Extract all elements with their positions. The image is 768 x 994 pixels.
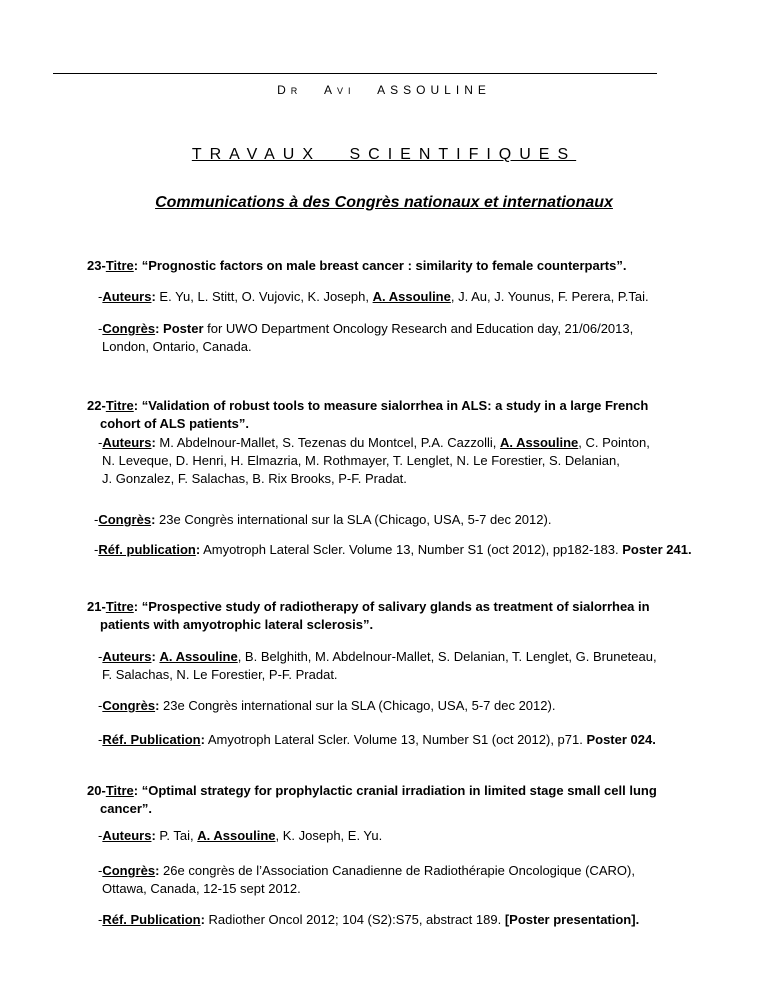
- entry-title: 22-Titre: “Validation of robust tools to measure sialorrhea in ALS: a study in a large French cohort of ALS patients”.: [87, 398, 649, 431]
- entry-authors: -Auteurs: P. Tai, A. Assouline, K. Joseph, E. Yu.: [98, 828, 383, 843]
- author-name-header: DR AVI ASSOULINE: [277, 83, 491, 97]
- highlighted-author: A. Assouline: [197, 828, 276, 843]
- highlighted-author: A. Assouline: [372, 289, 451, 304]
- subtitle: Communications à des Congrès nationaux et internationaux: [155, 194, 613, 211]
- entry-reference: -Réf. publication: Amyotroph Lateral Scler. Volume 13, Number S1 (oct 2012), pp182-183. Poster 241.: [94, 542, 692, 557]
- entry-title: 21-Titre: “Prospective study of radiotherapy of salivary glands as treatment of sialorrhea in patients with amyotrophic lateral sclerosis”.: [87, 599, 650, 632]
- highlighted-author: A. Assouline: [500, 435, 579, 450]
- section-title: TRAVAUX SCIENTIFIQUES: [191, 146, 577, 163]
- entry-reference: -Réf. Publication: Amyotroph Lateral Scler. Volume 13, Number S1 (oct 2012), p71. Poster 024.: [98, 732, 656, 747]
- header-rule: [53, 73, 657, 74]
- entry-title: 23-Titre: “Prognostic factors on male breast cancer : similarity to female counterparts”.: [87, 258, 627, 273]
- entry-congress: -Congrès: 23e Congrès international sur la SLA (Chicago, USA, 5-7 dec 2012).: [98, 698, 556, 713]
- entry-authors: -Auteurs: E. Yu, L. Stitt, O. Vujovic, K. Joseph, A. Assouline, J. Au, J. Younus, F. Perera, P.Tai.: [98, 289, 649, 304]
- entry-reference: -Réf. Publication: Radiother Oncol 2012; 104 (S2):S75, abstract 189. [Poster presentation].: [98, 912, 640, 927]
- entry-congress: -Congrès: 26e congrès de l’Association Canadienne de Radiothérapie Oncologique (CARO), Ottawa, Canada, 12-15 sept 2012.: [98, 863, 635, 896]
- entry-congress: -Congrès: Poster for UWO Department Oncology Research and Education day, 21/06/2013, London, Ontario, Canada.: [98, 321, 634, 354]
- highlighted-author: A. Assouline: [159, 649, 238, 664]
- entry-congress: -Congrès: 23e Congrès international sur la SLA (Chicago, USA, 5-7 dec 2012).: [94, 512, 552, 527]
- entry-authors: -Auteurs: A. Assouline, B. Belghith, M. Abdelnour-Mallet, S. Delanian, T. Lenglet, G. Bruneteau, F. Salachas, N. Le Forestier, P-F. Pradat.: [98, 649, 657, 682]
- entry-title: 20-Titre: “Optimal strategy for prophylactic cranial irradiation in limited stage small cell lung cancer”.: [87, 783, 657, 816]
- entry-authors: -Auteurs: M. Abdelnour-Mallet, S. Tezenas du Montcel, P.A. Cazzolli, A. Assouline, C. Pointon, N. Leveque, D. Henri, H. Elmazria, M. Rothmayer, T. Lenglet, N. Le Forestier, S. Delanian, J. Gonzalez, F. Salachas, B. Rix Brooks, P-F. Pradat.: [98, 435, 650, 486]
